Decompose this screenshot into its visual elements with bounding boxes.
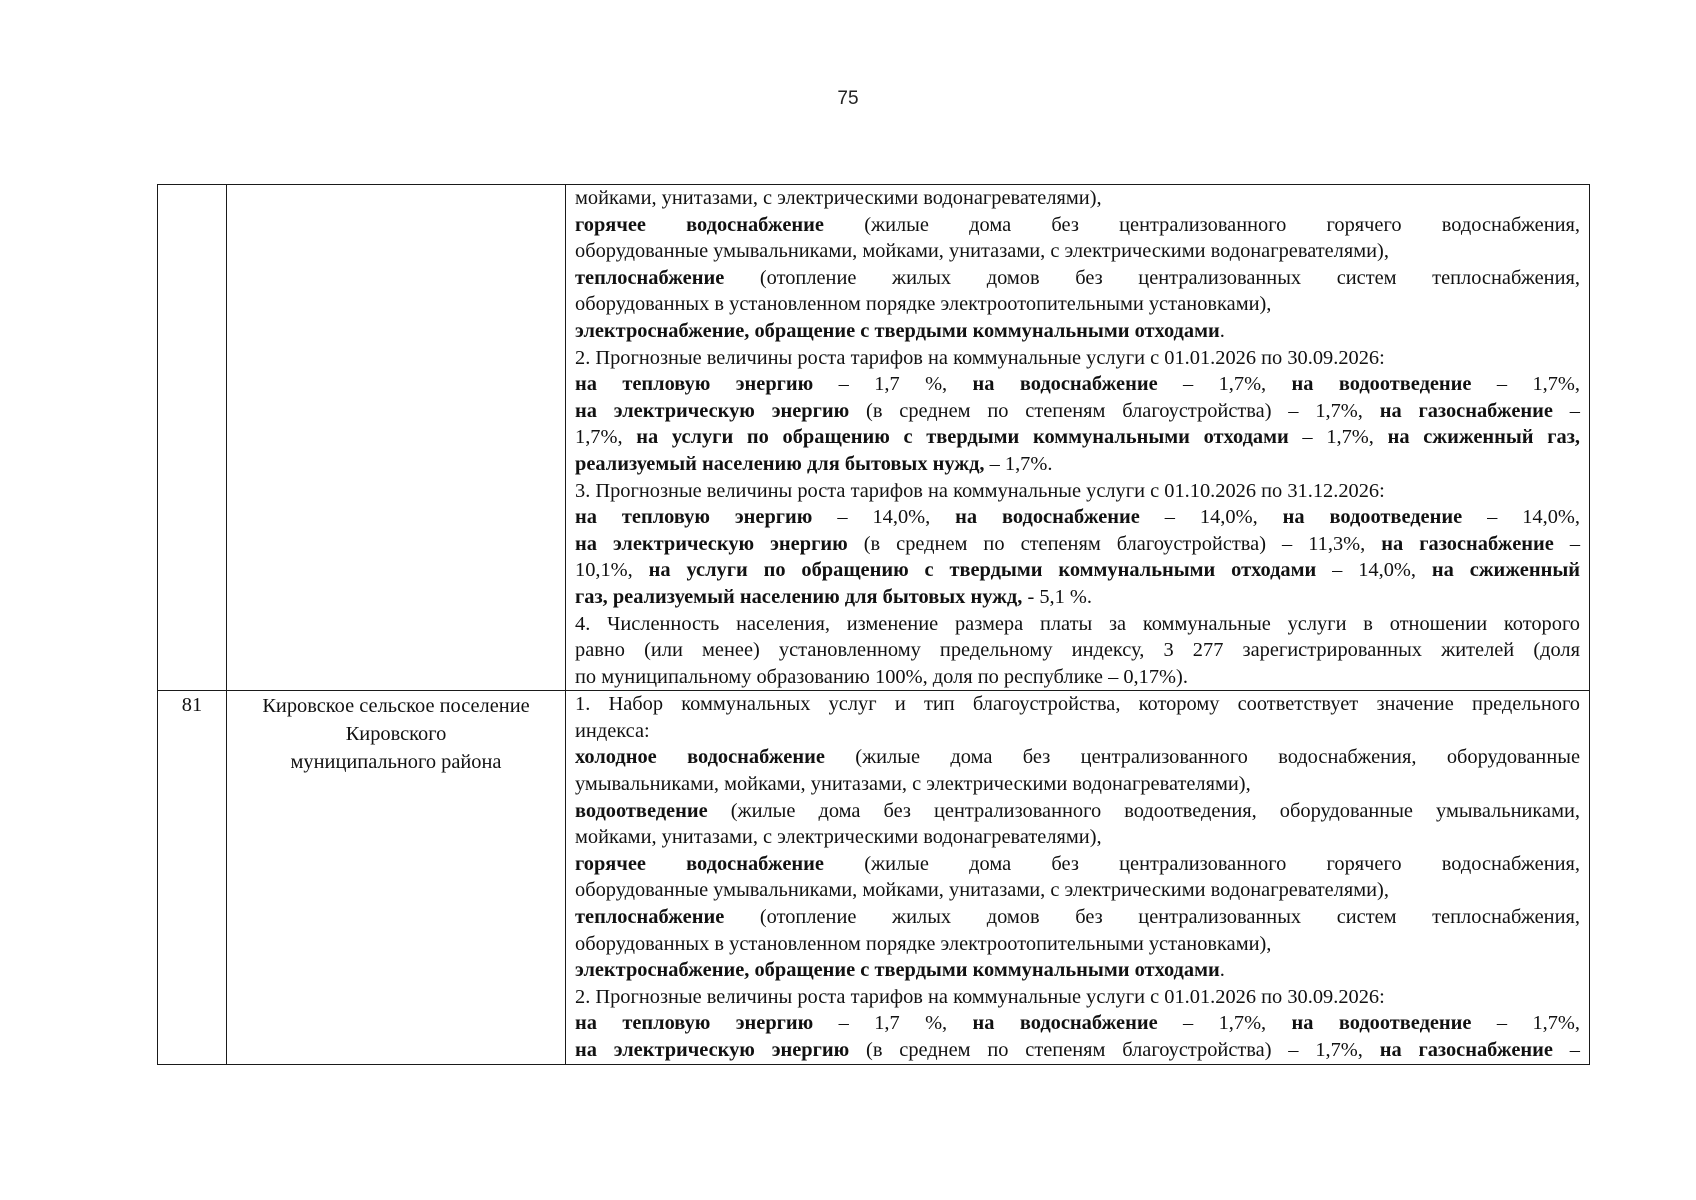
table-row-81: [158, 691, 1590, 1064]
description-line: [575, 1010, 1580, 1037]
bold-text: на газоснабжение: [1379, 399, 1553, 422]
bold-text: на газоснабжение: [1379, 1039, 1553, 1061]
description-line: [575, 265, 1580, 292]
bold-text: водоотведение: [575, 799, 708, 822]
bold-text: электроснабжение, обращение с твердыми коммунальными отходами: [575, 959, 1220, 982]
text: оборудованных в установленном порядке электроотопительными установками),: [575, 293, 1272, 316]
bold-text: на услуги по обращению с твердыми коммунальными отходами: [648, 559, 1317, 582]
bold-text: на тепловую энергию: [575, 506, 813, 529]
bold-text: горячее водоснабжение: [575, 213, 824, 236]
text: 10,1%,: [575, 559, 649, 582]
description-line: [575, 291, 1580, 318]
bold-text: на электрическую энергию: [575, 1039, 850, 1061]
description-line: [575, 904, 1580, 931]
text: .: [1219, 959, 1225, 982]
text: –: [1552, 1039, 1580, 1061]
text: – 1,7 %,: [813, 373, 973, 396]
description-line: [575, 451, 1580, 478]
description-line: [575, 557, 1580, 584]
description-line: [575, 637, 1580, 664]
description-line: [575, 824, 1580, 851]
description-cell: [566, 185, 1590, 691]
description-line: [575, 718, 1580, 745]
municipality-name-line: Кировское сельское поселение: [262, 695, 530, 718]
text: – 1,7%,: [1157, 1012, 1292, 1035]
text: оборудованные умывальниками, мойками, унитазами, с электрическими водонагревателями),: [575, 240, 1389, 263]
text: мойками, унитазами, с электрическими водонагревателями),: [575, 187, 1102, 209]
bold-text: реализуемый населению для бытовых нужд,: [575, 452, 985, 475]
bold-text: на электрическую энергию: [575, 399, 850, 422]
bold-text: на газоснабжение: [1381, 532, 1554, 555]
text: 2. Прогнозные величины роста тарифов на коммунальные услуги с 01.01.2026 по 30.09.2026:: [575, 985, 1385, 1008]
bold-text: холодное водоснабжение: [575, 746, 825, 769]
text: 4. Численность населения, изменение размера платы за коммунальные услуги в отношении которого: [575, 612, 1580, 635]
text: – 1,7%,: [1288, 426, 1388, 449]
bold-text: на водоснабжение: [972, 1012, 1158, 1035]
text: (в среднем по степеням благоустройства) – 1,7%,: [849, 399, 1380, 422]
text: индекса:: [575, 719, 650, 742]
description-line: [575, 584, 1580, 611]
text: (жилые дома без централизованного водоснабжения, оборудованные: [824, 746, 1580, 769]
text: (жилые дома без централизованного водоотведения, оборудованные умывальниками,: [707, 799, 1580, 822]
text: – 14,0%,: [1316, 559, 1432, 582]
bold-text: электроснабжение, обращение с твердыми коммунальными отходами: [575, 319, 1220, 342]
text: – 1,7 %,: [813, 1012, 973, 1035]
bold-text: на электрическую энергию: [575, 532, 848, 555]
text: 2. Прогнозные величины роста тарифов на коммунальные услуги с 01.01.2026 по 30.09.2026:: [575, 346, 1385, 369]
description-line: [575, 877, 1580, 904]
text: 3. Прогнозные величины роста тарифов на коммунальные услуги с 01.10.2026 по 31.12.2026:: [575, 479, 1385, 502]
text: – 14,0%,: [812, 506, 956, 529]
bold-text: на водоснабжение: [972, 373, 1158, 396]
bold-text: горячее водоснабжение: [575, 852, 824, 875]
text: 1. Набор коммунальных услуг и тип благоустройства, которому соответствует значение предельного: [575, 693, 1580, 716]
description-line: [575, 398, 1580, 425]
text: (жилые дома без централизованного горячего водоснабжения,: [823, 852, 1580, 875]
text: оборудованных в установленном порядке электроотопительными установками),: [575, 932, 1272, 955]
text: мойками, унитазами, с электрическими водонагревателями),: [575, 826, 1102, 849]
bold-text: на тепловую энергию: [575, 1012, 814, 1035]
row-number: 81: [181, 694, 203, 717]
text: –: [1552, 399, 1580, 422]
text: – 1,7%,: [1471, 373, 1581, 396]
table-row-continued: [158, 185, 1590, 691]
description-line: [575, 345, 1580, 372]
bold-text: на водоотведение: [1282, 506, 1463, 529]
page-number: 75: [837, 88, 859, 109]
text: .: [1219, 319, 1225, 342]
description-line: [575, 531, 1580, 558]
text: умывальниками, мойками, унитазами, с электрическими водонагревателями),: [575, 773, 1251, 796]
bold-text: на тепловую энергию: [575, 373, 814, 396]
text: по муниципальному образованию 100%, доля по республике – 0,17%).: [575, 665, 1188, 688]
text: (жилые дома без централизованного горячего водоснабжения,: [823, 213, 1580, 236]
municipality-name-cell: [227, 691, 566, 1064]
text: равно (или менее) установленному предельному индексу, 3 277 зарегистрированных жителей (доля: [575, 639, 1580, 662]
bold-text: на водоотведение: [1291, 373, 1472, 396]
description-cell: [566, 691, 1590, 1064]
description-line: [575, 851, 1580, 878]
bold-text: на сжиженный газ,: [1387, 426, 1581, 449]
row-number-cell: [158, 691, 227, 1064]
row-number-cell: [158, 185, 227, 691]
text: 1,7%,: [575, 426, 637, 449]
municipality-name-line: Кировского: [345, 723, 447, 746]
description-line: [575, 504, 1580, 531]
tariff-table: [157, 184, 1590, 1065]
bold-text: на водоснабжение: [955, 506, 1140, 529]
description-line: [575, 318, 1580, 345]
bold-text: теплоснабжение: [575, 266, 725, 289]
description-line: [575, 931, 1580, 958]
description-line: [575, 478, 1580, 505]
text: – 1,7%,: [1471, 1012, 1581, 1035]
description-line: [575, 212, 1580, 239]
bold-text: на услуги по обращению с твердыми коммунальными отходами: [636, 426, 1289, 449]
text: - 5,1 %.: [1022, 585, 1092, 608]
text: – 1,7%,: [1157, 373, 1292, 396]
bold-text: газ, реализуемый населению для бытовых нужд,: [575, 585, 1023, 608]
description-line: [575, 1037, 1580, 1064]
text: – 14,0%,: [1139, 506, 1283, 529]
description-line: [575, 371, 1580, 398]
text: (в среднем по степеням благоустройства) – 11,3%,: [847, 532, 1382, 555]
description-line: [575, 771, 1580, 798]
description-line: [575, 611, 1580, 638]
description-line: [575, 185, 1580, 212]
description-line: [575, 798, 1580, 825]
bold-text: на водоотведение: [1291, 1012, 1472, 1035]
description-line: [575, 238, 1580, 265]
bold-text: на сжиженный: [1431, 559, 1581, 582]
text: оборудованные умывальниками, мойками, унитазами, с электрическими водонагревателями),: [575, 879, 1389, 902]
bold-text: теплоснабжение: [575, 906, 725, 929]
description-line: [575, 424, 1580, 451]
municipality-name-cell: [227, 185, 566, 691]
description-line: [575, 744, 1580, 771]
text: –: [1553, 532, 1581, 555]
text: – 1,7%.: [984, 452, 1053, 475]
text: – 14,0%,: [1462, 506, 1580, 529]
description-line: [575, 984, 1580, 1011]
text: (в среднем по степеням благоустройства) – 1,7%,: [849, 1039, 1380, 1061]
text: (отопление жилых домов без централизованных систем теплоснабжения,: [724, 266, 1580, 289]
description-line: [575, 664, 1580, 691]
description-line: [575, 957, 1580, 984]
text: (отопление жилых домов без централизованных систем теплоснабжения,: [724, 906, 1580, 929]
municipality-name-line: муниципального района: [290, 751, 502, 774]
description-line: [575, 691, 1580, 718]
